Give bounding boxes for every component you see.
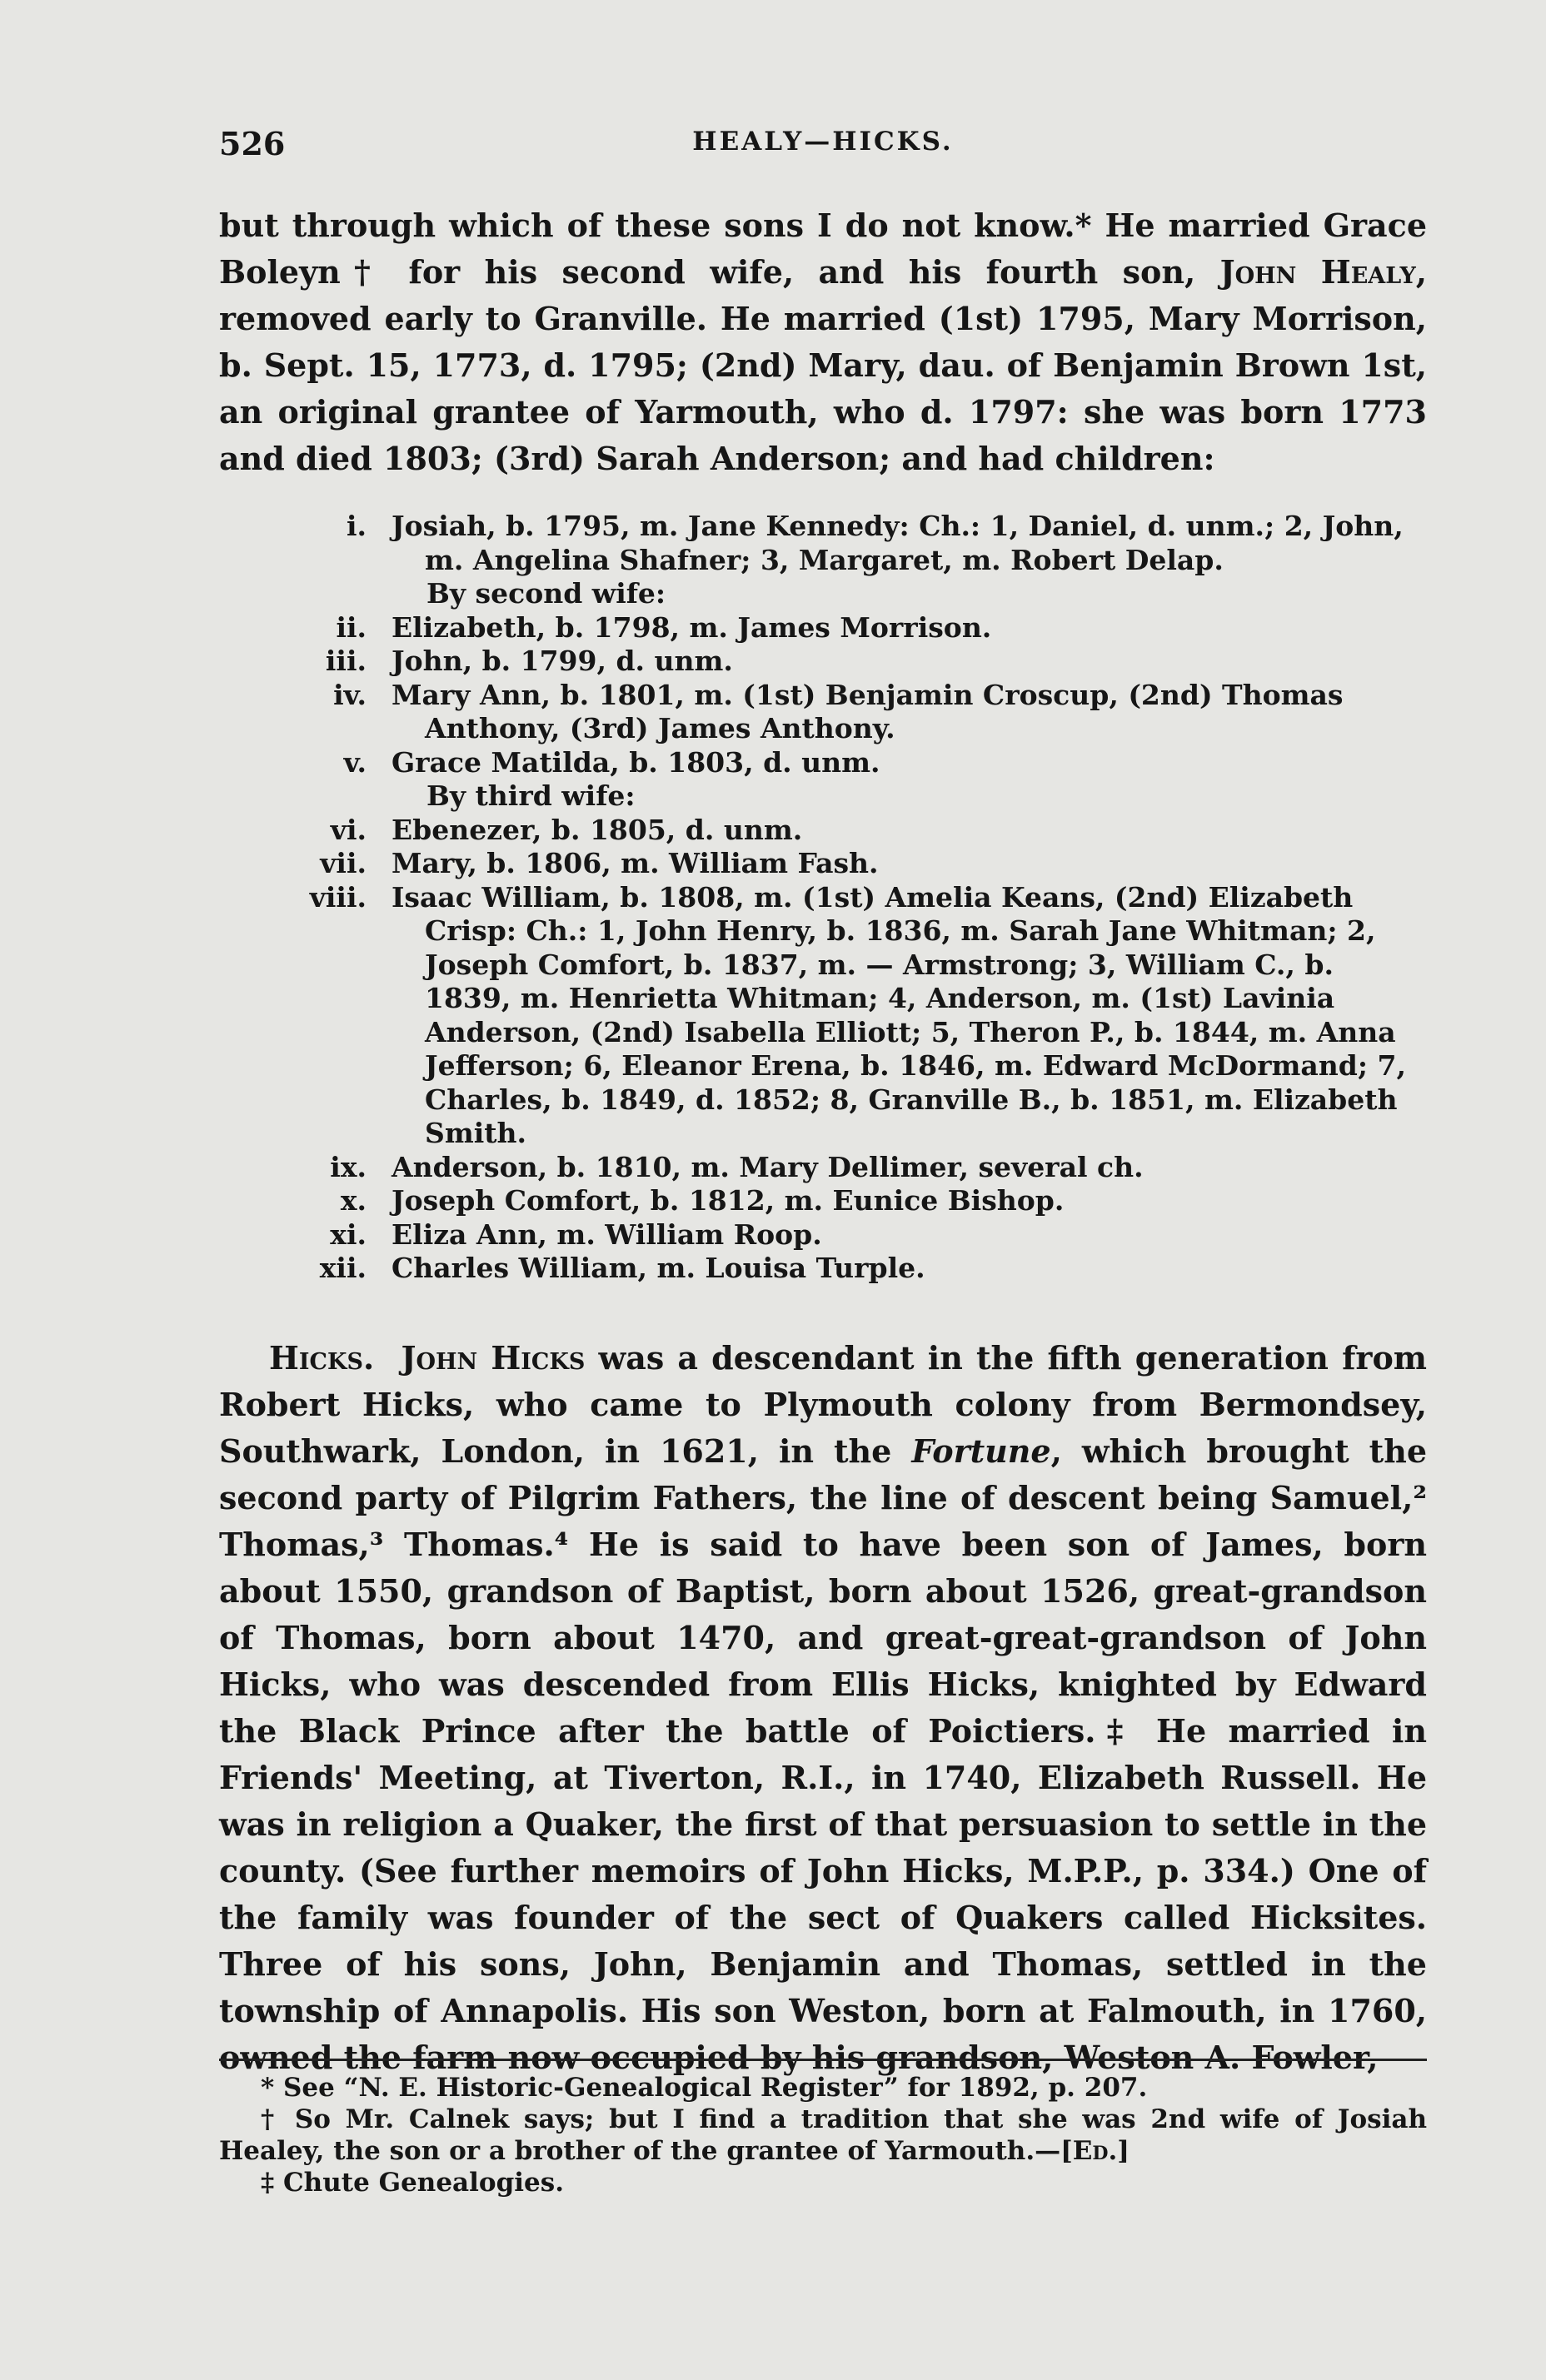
child-entry: [283, 814, 1427, 848]
child-entry: [283, 510, 1427, 577]
page-number: 526: [219, 125, 286, 162]
child-number: vi.: [330, 813, 367, 846]
healy-text-2: , removed early to Granville. He married (1st) 1795, Mary Morrison, b. Sept. 15, 1773, d. 1795; (2nd) Mary, dau. of Benjamin Brown 1st, an original grantee of Yarmouth, who d. 1797: she was born 1773 and died 1803; (3rd) Sarah Anderson; and had children:: [219, 253, 1427, 477]
john-healy-name: John Healy: [1219, 253, 1416, 291]
footnote-2-text: † So Mr. Calnek says; but I find a tradition that she was 2nd wife of Josiah Healey, the son or a brother of the grantee of Yarmouth.—[: [219, 2104, 1427, 2166]
healy-paragraph: [219, 202, 1427, 482]
footnote-2-ed: Ed.: [1072, 2136, 1118, 2166]
footnote-divider: [219, 2059, 1427, 2061]
footnotes: [219, 2072, 1427, 2198]
child-number: viii.: [309, 880, 367, 914]
children-list: [283, 510, 1427, 1286]
child-entry: [283, 1151, 1427, 1185]
wife-subheading: By third wife:: [426, 779, 636, 812]
footnote-2: [219, 2104, 1427, 2167]
child-text: Eliza Ann, m. William Roop.: [391, 1217, 822, 1251]
child-text: Isaac William, b. 1808, m. (1st) Amelia Keans, (2nd) Elizabeth Crisp: Ch.: 1, John Henry, b. 1836, m. Sarah Jane Whitman; 2, Joseph Comfort, b. 1837, m. — Armstrong; 3, William C., b. 1839, m. Henrietta Whitman; 4, Anderson, m. (1st) Lavinia Anderson, (2nd) Isabella Elliott; 5, Theron P., b. 1844, m. Anna Jefferson; 6, Eleanor Erena, b. 1846, m. Edward McDormand; 7, Charles, b. 1849, d. 1852; 8, Granville B., b. 1851, m. Elizabeth Smith.: [391, 880, 1406, 1149]
ship-name: Fortune: [911, 1432, 1051, 1470]
hicks-text-2: , which brought the second party of Pilgrim Fathers, the line of descent being Samuel,² Thomas,³ Thomas.⁴ He is said to have been son of James, born about 1550, grandson of Baptist, born about 1526, great-grandson of Thomas, born about 1470, and great-great-grandson of John Hicks, who was descended from Ellis Hicks, knighted by Edward the Black Prince after the battle of Poictiers.‡ He married in Friends' Meeting, at Tiverton, R.I., in 1740, Elizabeth Russell. He was in religion a Quaker, the first of that persuasion to settle in the county. (See further memoirs of John Hicks, M.P.P., p. 334.) One of the family was founder of the sect of Quakers called Hicksites. Three of his sons, John, Benjamin and Thomas, settled in the township of Annapolis. His son Weston, born at Falmouth, in 1760, owned the farm now occupied by his grandson, Weston A. Fowler,: [219, 1432, 1427, 2076]
hicks-text-1: was a descendant in the fifth generation from Robert Hicks, who came to Plymouth colony from Bermondsey, Southwark, London, in 1621, in the: [219, 1339, 1428, 1470]
child-number: vii.: [320, 847, 367, 879]
child-text: Elizabeth, b. 1798, m. James Morrison.: [391, 610, 992, 644]
child-number: v.: [343, 745, 367, 779]
child-text: Ebenezer, b. 1805, d. unm.: [391, 813, 803, 846]
child-entry: [283, 1184, 1427, 1218]
wife-subheading: By second wife:: [426, 577, 666, 610]
child-number: xii.: [319, 1252, 367, 1284]
child-entry: [283, 881, 1427, 1151]
child-entry: [283, 611, 1427, 645]
footnote-3: ‡ Chute Genealogies.: [261, 2168, 565, 2198]
running-title: HEALY—HICKS.: [692, 127, 954, 157]
child-number: x.: [340, 1184, 367, 1217]
child-number: ii.: [336, 610, 367, 644]
child-entry: [283, 847, 1427, 881]
healy-text-1: but through which of these sons I do not know.* He married Grace Boleyn† for his second wife, and his fourth son,: [219, 207, 1427, 291]
john-hicks-name: John Hicks: [401, 1339, 586, 1377]
child-entry: [283, 1252, 1427, 1286]
footnote-1: * See “N. E. Historic-Genealogical Register” for 1892, p. 207.: [261, 2073, 1148, 2103]
child-text: Mary, b. 1806, m. William Fash.: [391, 847, 879, 879]
child-text: Joseph Comfort, b. 1812, m. Eunice Bishop.: [391, 1184, 1065, 1217]
page-header: [219, 125, 1427, 167]
footnote-2-close: ]: [1117, 2136, 1130, 2166]
child-entry: [283, 645, 1427, 679]
child-text: John, b. 1799, d. unm.: [391, 645, 733, 677]
child-text: Anderson, b. 1810, m. Mary Dellimer, several ch.: [391, 1150, 1144, 1183]
child-text: Mary Ann, b. 1801, m. (1st) Benjamin Croscup, (2nd) Thomas Anthony, (3rd) James Anthony.: [391, 678, 1344, 744]
child-entry: [283, 679, 1427, 746]
child-number: ix.: [330, 1150, 367, 1183]
child-text: Grace Matilda, b. 1803, d. unm.: [391, 745, 880, 779]
hicks-paragraph: [219, 1335, 1427, 2081]
child-text: Josiah, b. 1795, m. Jane Kennedy: Ch.: 1, Daniel, d. unm.; 2, John, m. Angelina Shafner; 3, Margaret, m. Robert Delap.: [391, 510, 1404, 576]
child-entry: [283, 746, 1427, 780]
child-number: i.: [346, 510, 367, 542]
child-number: xi.: [330, 1217, 367, 1251]
child-entry: [283, 1218, 1427, 1252]
child-number: iii.: [325, 645, 367, 677]
child-number: iv.: [333, 678, 367, 711]
child-text: Charles William, m. Louisa Turple.: [391, 1252, 925, 1284]
hicks-heading: Hicks.: [269, 1339, 375, 1377]
